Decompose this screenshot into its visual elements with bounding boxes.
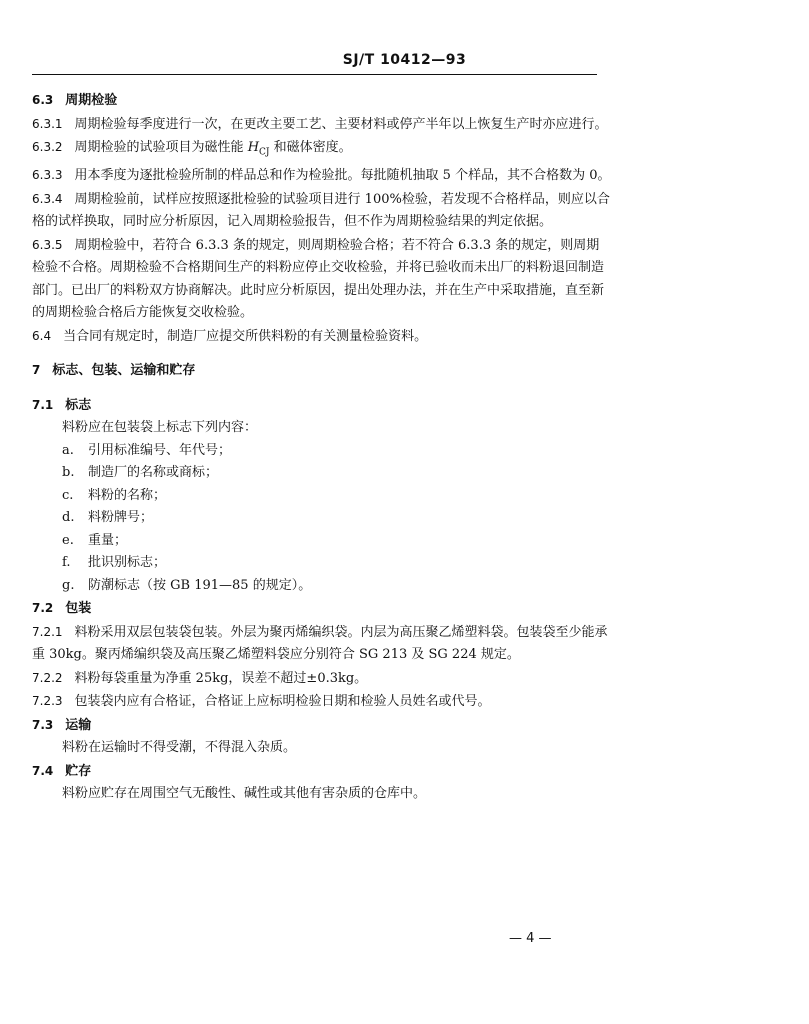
marking-intro: 料粉应在包装袋上标志下列内容：: [62, 420, 258, 436]
heading-number: 7.1: [32, 397, 54, 412]
clause-6-3-3: [32, 164, 612, 188]
list-item: [32, 507, 612, 530]
clause-text: 周期检验前，试样应按照逐批检验的试验项目进行 100%检验，若发现不合格样品，则应以合格的试样换取，同时应分析原因，记入周期检验报告，但不作为周期检验结果的判定依据。: [32, 191, 610, 230]
heading-number: 7.3: [32, 717, 54, 732]
page-number: — 4 —: [509, 931, 552, 946]
list-letter: f.: [62, 555, 71, 571]
clause-text: 料粉每袋重量为净重 25kg，误差不超过±0.3kg。: [74, 670, 368, 686]
list-letter: a.: [62, 442, 74, 458]
clause-number: 6.3.4: [32, 191, 63, 206]
list-letter: d.: [62, 510, 75, 526]
heading-number: 7.4: [32, 763, 54, 778]
transport-text: 料粉在运输时不得受潮，不得混入杂质。: [62, 740, 297, 756]
header-rule: [32, 74, 597, 75]
clause-7-2-3: [32, 690, 612, 714]
document-body: [32, 89, 612, 806]
clause-text: 周期检验的试验项目为磁性能: [74, 140, 248, 155]
heading-title: 周期检验: [65, 93, 118, 108]
clause-6-3-1: [32, 113, 612, 137]
section-gap: [32, 348, 612, 359]
list-letter: e.: [62, 532, 74, 548]
heading-title: 标志、包装、运输和贮存: [52, 363, 196, 379]
marking-list: [32, 440, 612, 598]
clause-text: 周期检验中，若符合 6.3.3 条的规定，则周期检验合格；若不符合 6.3.3 条的规定，则周期检验不合格。周期检验不合格期间生产的料粉应停止交收检验，并将已验收而未出厂的料粉退回制造部门。已出厂的料粉双方协商解决。此时应分析原因，提出处理办法，并在生产中采取措施，直至新的周期检验合格后方能恢复交收检验。: [32, 237, 605, 321]
clause-text: 用本季度为逐批检验所制的样品总和作为检验批。每批随机抽取 5 个样品，其不合格数为 0。: [74, 168, 611, 184]
storage-text: 料粉应贮存在周围空气无酸性、碱性或其他有害杂质的仓库中。: [62, 786, 427, 802]
list-text: 料粉牌号；: [88, 510, 154, 526]
clause-text: 当合同有规定时，制造厂应提交所供料粉的有关测量检验资料。: [63, 328, 428, 344]
clause-number: 6.3.1: [32, 116, 63, 131]
list-item: [32, 530, 612, 553]
clause-number: 6.3.5: [32, 237, 63, 252]
heading-number: 7: [32, 363, 41, 378]
list-letter: b.: [62, 465, 75, 481]
clause-number: 6.3.2: [32, 140, 63, 154]
clause-text-end: 和磁体密度。: [269, 140, 352, 155]
clause-number: 6.3.3: [32, 168, 63, 183]
clause-6-3-2: [32, 136, 612, 164]
heading-7-2: [32, 597, 612, 621]
list-text: 重量；: [88, 532, 128, 548]
list-letter: g.: [62, 577, 75, 593]
clause-number: 7.2.1: [32, 624, 63, 639]
clause-text: 包装袋内应有合格证，合格证上应标明检验日期和检验人员姓名或代号。: [74, 694, 491, 710]
clause-6-3-4: [32, 188, 612, 234]
clause-7-2-2: [32, 667, 612, 691]
list-item: [32, 440, 612, 463]
clause-text: 料粉采用双层包装袋包装。外层为聚丙烯编织袋。内层为高压聚乙烯塑料袋。包装袋至少能承重 30kg。聚丙烯编织袋及高压聚乙烯塑料袋应分别符合 SG 213 及 SG 224 规定。: [32, 624, 608, 663]
heading-title: 包装: [65, 601, 92, 617]
heading-title: 贮存: [65, 763, 92, 779]
hc-symbol: H: [247, 140, 260, 155]
heading-7-4: [32, 760, 612, 784]
list-item: [32, 552, 612, 575]
clause-7-2-1: [32, 621, 612, 667]
heading-7-1: [32, 394, 612, 418]
clause-number: 7.2.2: [32, 670, 63, 685]
list-letter: c.: [62, 487, 74, 503]
clause-6-4: [32, 325, 612, 349]
section-gap: [32, 383, 612, 394]
heading-7-3: [32, 714, 612, 738]
clause-number: 6.4: [32, 328, 52, 343]
list-text: 批识别标志；: [88, 555, 167, 571]
list-item: [32, 575, 612, 598]
document-code-header: SJ/T 10412—93: [342, 52, 467, 68]
list-text: 料粉的名称；: [88, 487, 167, 503]
clause-text: 周期检验每季度进行一次，在更改主要工艺、主要材料或停产半年以上恢复生产时亦应进行。: [74, 116, 608, 132]
heading-number: 6.3: [32, 93, 54, 107]
heading-7: [32, 359, 612, 383]
list-item: [32, 485, 612, 508]
clause-number: 7.2.3: [32, 694, 63, 709]
list-text: 引用标准编号、年代号；: [88, 442, 232, 458]
list-item: [32, 462, 612, 485]
list-text: 制造厂的名称或商标；: [88, 465, 219, 481]
heading-title: 标志: [65, 397, 92, 413]
list-text: 防潮标志（按 GB 191—85 的规定）。: [88, 577, 312, 593]
heading-number: 7.2: [32, 601, 54, 616]
heading-title: 运输: [65, 717, 92, 733]
hc-subscript: CJ: [259, 147, 270, 158]
heading-6-3: [32, 89, 612, 113]
clause-6-3-5: [32, 234, 612, 325]
